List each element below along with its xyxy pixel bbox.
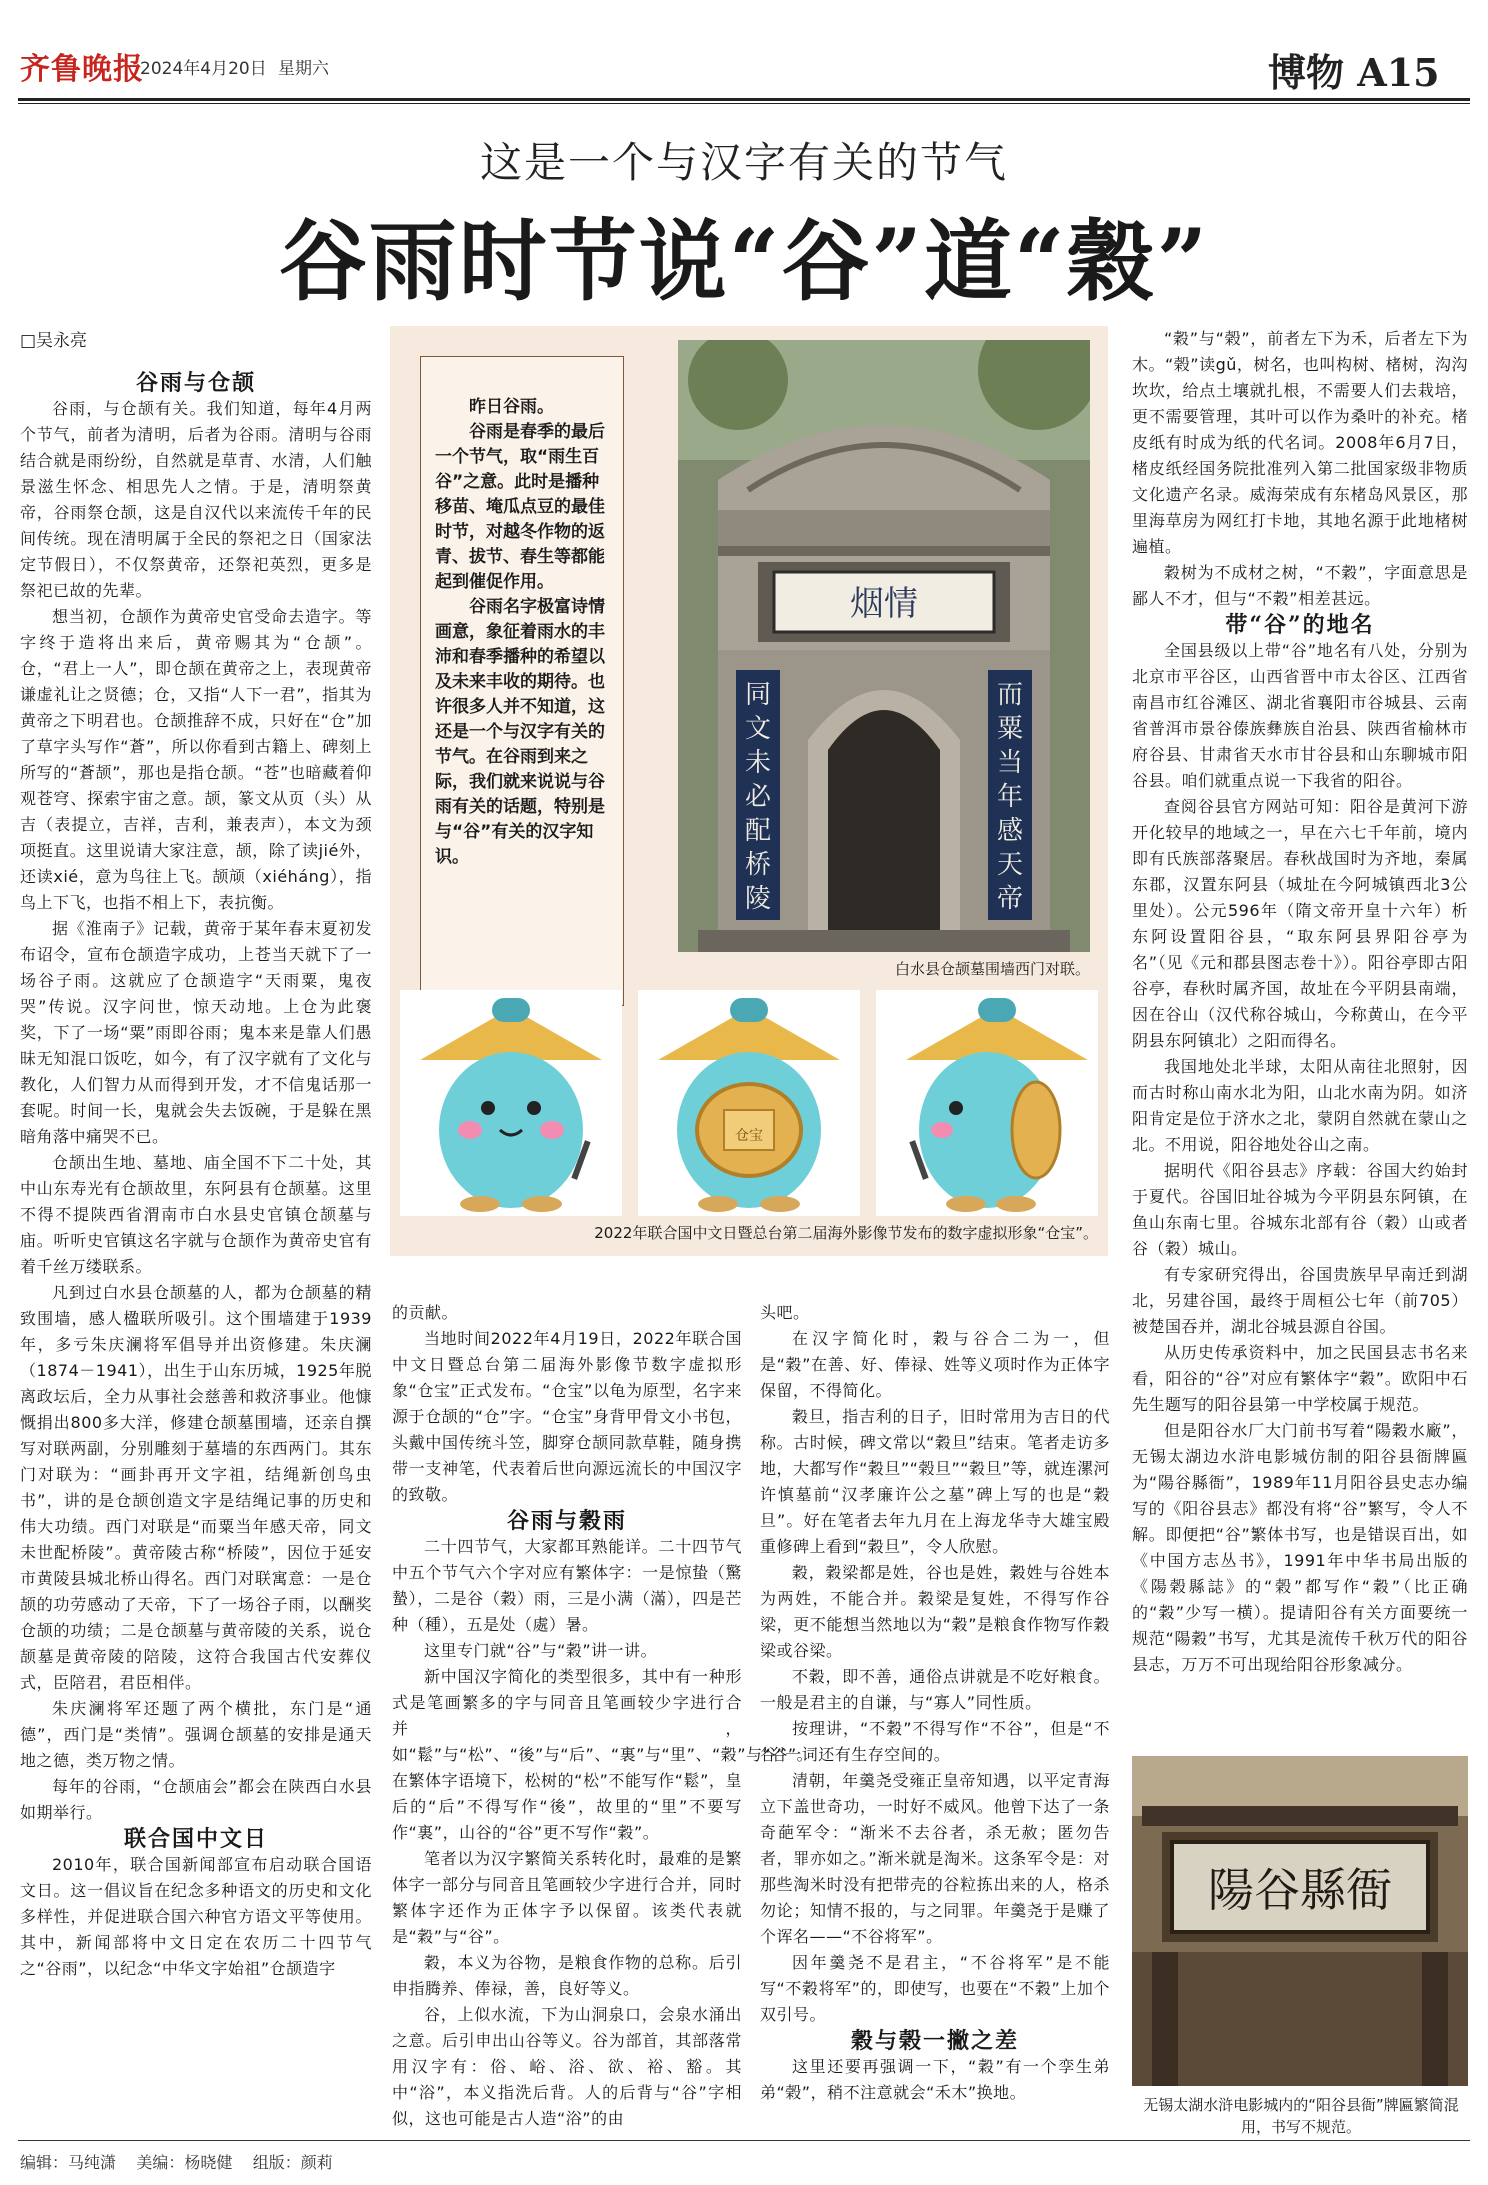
- mascot-front-icon: [400, 990, 622, 1216]
- archway-photo: [1132, 1756, 1468, 2086]
- mascot-side-panel: [876, 990, 1098, 1216]
- layout-credit: 组版：颜莉: [252, 2153, 333, 2172]
- paragraph: 有专家研究得出，谷国贵族早早南迁到湖北，另建谷国，最终于周桓公七年（前705）被楚国吞并，湖北谷城县源自谷国。: [1132, 1265, 1468, 1336]
- mascot-row: [400, 990, 1098, 1230]
- paragraph: 清朝，年羹尧受雍正皇帝知遇，以平定青海立下盖世奇功，一时好不威风。他曾下达了一条奇葩军令：“渐米不去谷者，杀无赦；匿勿告者，罪亦如之。”渐米就是淘米。这条军令是：对那些淘米时没有把带壳的谷粒拣出来的人，格杀勿论；知情不报的，与之同罪。年羹尧于是赚了个诨名——“不谷将军”。: [760, 1771, 1110, 1946]
- section-title: 带“谷”的地名: [1225, 612, 1375, 638]
- mascot-back-icon: [638, 990, 860, 1216]
- footer-credits: [20, 2150, 333, 2173]
- mascot-badge-text: 仓宝: [735, 1128, 763, 1144]
- publication-date: 2024年4月20日: [140, 59, 267, 79]
- paragraph: 全国县级以上带“谷”地名有八处，分别为北京市平谷区，山西省晋中市太谷区、江西省南昌市红谷滩区、湖北省襄阳市谷城县、云南省普洱市景谷傣族彝族自治县、陕西省榆林市府谷县、甘肃省天水市甘谷县和山东聊城市阳谷县。咱们就重点说一下我省的阳谷。: [1132, 641, 1468, 790]
- section-label: 博物 A15: [1268, 50, 1440, 95]
- intro-box: [420, 356, 624, 1006]
- section-title: 穀与榖一撇之差: [850, 2028, 1019, 2054]
- section-title: 谷雨与穀雨: [506, 1508, 627, 1534]
- paragraph: “穀”与“榖”，前者左下为禾，后者左下为木。“榖”读gǔ，树名，也叫构树、楮树，沟沟坎坎，给点土壤就扎根，不需要人们去栽培，更不需要管理，其叶可以作为桑叶的补充。楮皮纸有时成为纸的代名词。2008年6月7日，楮皮纸经国务院批准列入第二批国家级非物质文化遗产名录。威海荣成有东楮岛风景区，那里海草房为网红打卡地，其地名源于此地楮树遍植。: [1132, 329, 1468, 556]
- paragraph: 因年羹尧不是君主，“不谷将军”是不能写“不穀将军”的，即使写，也要在“不穀”上加个双引号。: [760, 1953, 1110, 2024]
- couplet-right: 而粟当年感天帝: [996, 680, 1023, 914]
- paragraph: 这里还要再强调一下，“穀”有一个孪生弟弟“榖”，稍不注意就会“禾木”换地。: [760, 2057, 1110, 2102]
- subheadline: 这是一个与汉字有关的节气: [479, 138, 1008, 187]
- paragraph: 查阅谷县官方网站可知：阳谷是黄河下游开化较早的地域之一，早在六七千年前，境内即有氏族部落聚居。春秋战国时为齐地，秦属东郡，汉置东阿县（城址在今阿城镇西北3公里处）。公元596年（隋文帝开皇十六年）析东阿设置阳谷县，“取东阿县界阳谷亭为名”（见《元和郡县图志卷十》）。阳谷亭即古阳谷亭，春秋时属齐国，故址在今平阴县南端，因在谷山（汉代称谷城山，今称黄山，在今平阴县东阿镇北）之阳而得名。: [1132, 797, 1468, 1050]
- paragraph: 朱庆澜将军还题了两个横批，东门是“通德”，西门是“类情”。强调仓颉墓的安排是通天地之德，类万物之情。: [20, 1699, 372, 1770]
- paragraph: 2010年，联合国新闻部宣布启动联合国语文日。这一倡议旨在纪念多种语文的历史和文化多样性，并促进联合国六种官方语文平等使用。其中，新闻部将中文日定在农历二十四节气之“谷雨”，以纪念“中华文字始祖”仓颉造字: [20, 1855, 372, 1978]
- article-column-3: [760, 1300, 1110, 2130]
- paragraph: 当地时间2022年4月19日，2022年联合国中文日暨总台第二届海外影像节数字虚拟形象“仓宝”正式发布。“仓宝”以龟为原型，名字来源于仓颉的“仓”字。“仓宝”身背甲骨文小书包，头戴中国传统斗笠，脚穿仓颉同款草鞋，随身携带一支神笔，代表着后世向源远流长的中国汉字的致敬。: [392, 1329, 742, 1504]
- paragraph: 穀旦，指吉利的日子，旧时常用为吉日的代称。古时候，碑文常以“穀旦”结束。笔者走访多地，大都写作“穀旦”“榖旦”“穀旦”等，就连漯河许慎墓前“汉孝廉许公之墓”碑上写的也是“穀旦”。好在笔者去年九月在上海龙华寺大雄宝殿重修碑上看到“穀旦”，令人欣慰。: [760, 1407, 1110, 1556]
- archway-illustration: [1132, 1756, 1468, 2086]
- mascot-front-panel: [400, 990, 622, 1216]
- paragraph: 不穀，即不善，通俗点讲就是不吃好粮食。一般是君主的自谦，与“寡人”同性质。: [760, 1667, 1110, 1712]
- masthead-rule: [18, 98, 1470, 101]
- paragraph: 我国地处北半球，太阳从南往北照射，因而古时称山南水北为阳，山北水南为阴。如济阳肯定是位于济水之北，蒙阴自然就在蒙山之北。不用说，阳谷地处谷山之南。: [1132, 1057, 1468, 1154]
- paragraph: 的贡献。: [392, 1303, 459, 1322]
- paragraph: 据《淮南子》记载，黄帝于某年春末夏初发布诏令，宣布仓颉造字成功，上苍当天就下了一场谷子雨。这就应了仓颉造字“天雨粟，鬼夜哭”传说。汉字问世，惊天动地。上仓为此褒奖，下了一场“粟”雨即谷雨；鬼本来是靠人们愚昧无知混口饭吃，如今，有了汉字就有了文化与教化，人们智力从而得到开发，才不信鬼话那一套呢。时间一长，鬼就会失去饭碗，于是躲在黑暗角落中痛哭不已。: [20, 919, 372, 1146]
- intro-paragraph: 谷雨是春季的最后一个节气，取“雨生百谷”之意。此时是播种移苗、埯瓜点豆的最佳时节，对越冬作物的返青、拔节、春生等都能起到催促作用。: [435, 422, 605, 592]
- intro-paragraph: 谷雨名字极富诗情画意，象征着雨水的丰沛和春季播种的希望以及未来丰收的期待。也许很多人并不知道，这还是一个与汉字有关的节气。在谷雨到来之际，我们就来说说与谷雨有关的话题，特别是与“谷”有关的汉字知识。: [435, 597, 605, 867]
- paragraph: 每年的谷雨，“仓颉庙会”都会在陕西白水县如期举行。: [20, 1777, 372, 1822]
- designer-credit: 美编：杨晓健: [136, 2153, 233, 2172]
- paragraph: 按理讲，“不穀”不得写作“不谷”，但是“不谷”一词还有生存空间的。: [760, 1719, 1110, 1764]
- intro-paragraph: 昨日谷雨。: [469, 397, 554, 417]
- weekday: 星期六: [278, 59, 329, 79]
- photo-caption: 白水县仓颉墓围墙西门对联。: [894, 960, 1090, 978]
- paragraph: 穀，穀梁都是姓，谷也是姓，穀姓与谷姓本为两姓，不能合并。穀梁是复姓，不得写作谷梁，更不能想当然地以为“穀”是粮食作物写作穀梁或谷梁。: [760, 1563, 1110, 1660]
- masthead-rule-thin: [18, 103, 1470, 104]
- paragraph: 穀，本义为谷物，是粮食作物的总称。后引申指腾养、俸禄，善，良好等义。: [392, 1953, 742, 1998]
- paragraph: 谷雨，与仓颉有关。我们知道，每年4月两个节气，前者为清明，后者为谷雨。清明与谷雨结合就是雨纷纷，自然就是草青、水清，人们触景滋生怀念、相思先人之情。于是，清明祭黄帝，谷雨祭仓颉，这是自汉代以来流传千年的民间传统。现在清明属于全民的祭祀之日（国家法定节假日），不仅祭黄帝，还祭祀英烈，更多是祭祀已故的先辈。: [20, 399, 372, 600]
- section-title: 谷雨与仓颉: [135, 370, 256, 396]
- paragraph: 在汉字简化时，穀与谷合二为一，但是“穀”在善、好、俸禄、姓等义项时作为正体字保留，不得简化。: [760, 1329, 1110, 1400]
- gate-plaque-text: 烟情: [850, 584, 918, 624]
- paragraph: 从历史传承资料中，加之民国县志书名来看，阳谷的“谷”对应有繁体字“穀”。欧阳中石先生题写的阳谷县第一中学校属于规范。: [1132, 1343, 1468, 1414]
- tomb-gate-photo: [678, 340, 1090, 952]
- paragraph: 这里专门就“谷”与“穀”讲一讲。: [424, 1641, 658, 1660]
- headline: 谷雨时节说“谷”道“穀”: [278, 209, 1210, 313]
- mascot-caption: 2022年联合国中文日暨总台第二届海外影像节发布的数字虚拟形象“仓宝”。: [594, 1224, 1098, 1242]
- article-column-1: [20, 370, 372, 2130]
- paragraph: 凡到过白水县仓颉墓的人，都为仓颉墓的精致围墙，感人楹联所吸引。这个围墙建于1939年，多亏朱庆澜将军倡导并出资修建。朱庆澜（1874－1941），出生于山东历城，1925年脱离政坛后，全力从事社会慈善和救济事业。他慷慨捐出800多大洋，修建仓颉墓围墙，还亲自撰写对联两副，分别雕刻于墓墙的东西两门。其东门对联为：“画卦再开文字祖，结绳新创鸟虫书”，讲的是仓颉创造文字是结绳记事的历史和伟大功绩。西门对联是“而粟当年感天帝，同文未世配桥陵”。黄帝陵古称“桥陵”，因位于延安市黄陵县城北桥山得名。西门对联寓意：一是仓颉的功劳感动了天帝，下了一场谷子雨，以酬奖仓颉的功绩；二是仓颉墓与黄帝陵的关系，说仓颉墓是黄帝陵的陪陵，这符合我国古代安葬仪式，臣陪君，君臣相伴。: [20, 1283, 372, 1692]
- paragraph: 谷，上似水流，下为山洞泉口，会泉水涌出之意。后引申出山谷等义。谷为部首，其部落常用汉字有：俗、峪、浴、欲、裕、豁。其中“浴”，本义指洗后背。人的后背与“谷”字相似，这也可能是古人造“浴”的由: [392, 2005, 742, 2128]
- couplet-left: 同文未必配桥陵: [744, 680, 771, 914]
- paragraph: 想当初，仓颉作为黄帝史官受命去造字。等字终于造将出来后，黄帝赐其为“仓颉”。仓，“君上一人”，即仓颉在黄帝之上，表现黄帝谦虚礼让之贤德；仓，又指“人下一君”，指其为黄帝之下明君也。仓颉推辞不成，只好在“仓”加了草字头写作“蒼”，所以你看到古籍上、碑刻上所写的“蒼颉”，那也是指仓颉。“苍”也暗藏着仰观苍穹、探索宇宙之意。颉，篆文从页（头）从吉（表提立，吉祥，吉利，兼表声），本文为颈项挺直。这里说请大家注意，颉，除了读jié外，还读xié，意为鸟往上飞。颉颃（xiéháng），指鸟上下飞，也指不相上下，表抗衡。: [20, 607, 372, 912]
- byline: □吴永亮: [20, 331, 88, 351]
- paper-name: 齐鲁晚报: [20, 52, 144, 87]
- archway-plaque-text: 陽谷縣衙: [1208, 1863, 1392, 1917]
- paragraph: 穀树为不成材之树，“不穀”，字面意思是鄙人不才，但与“不穀”相差甚远。: [1132, 563, 1468, 608]
- paragraph: 仓颉出生地、墓地、庙全国不下二十处，其中山东寿光有仓颉故里，东阿县有仓颉墓。这里不得不提陕西省渭南市白水县史官镇仓颉墓与庙。听听史官镇这名字就与仓颉作为黄帝史官有着千丝万缕联系。: [20, 1153, 372, 1276]
- paragraph: 但是阳谷水厂大门前书写着“陽穀水廠”，无锡太湖边水浒电影城仿制的阳谷县衙牌匾为“陽谷縣衙”，1989年11月阳谷县史志办编写的《阳谷县志》都没有将“谷”繁写，令人不解。即便把“谷”繁体书写，也是错误百出，如《中国方志丛书》，1991年中华书局出版的《陽榖縣誌》的“榖”都写作“穀”（比正确的“穀”少写一横）。提请阳谷有关方面要统一规范“陽穀”书写，尤其是流传千秋万代的阳谷县志，万万不可出现给阳谷形象减分。: [1132, 1421, 1468, 1674]
- section-title: 联合国中文日: [123, 1826, 268, 1852]
- editor-credit: 编辑：马纯潇: [20, 2153, 117, 2172]
- archway-caption: 无锡太湖水浒电影城内的“阳谷县衙”牌匾繁简混用，书写不规范。: [1143, 2096, 1459, 2136]
- mascot-side-icon: [876, 990, 1098, 1216]
- paragraph: 头吧。: [760, 1303, 810, 1322]
- mascot-back-panel: [638, 990, 860, 1216]
- article-column-4: [1132, 326, 1468, 1756]
- paragraph: 新中国汉字简化的类型很多，其中有一种形式是笔画繁多的字与同音且笔画较少字进行合并，如“鬆”与“松”、“後”与“后”、“裏”与“里”、“穀”与“谷”。在繁体字语境下，松树的“松”不能写作“鬆”，皇后的“后”不得写作“後”，故里的“里”不要写作“裏”，山谷的“谷”更不写作“穀”。: [392, 1667, 814, 1842]
- paragraph: 据明代《阳谷县志》序载：谷国大约始封于夏代。谷国旧址谷城为今平阴县东阿镇，在鱼山东南七里。谷城东北部有谷（穀）山或者谷（穀）城山。: [1132, 1161, 1468, 1258]
- footer-rule: [18, 2140, 1470, 2141]
- paragraph: 二十四节气，大家都耳熟能详。二十四节气中五个节气六个字对应有繁体字：一是惊蛰（驚蟄），二是谷（穀）雨，三是小满（滿），四是芒种（種），五是处（處）暑。: [392, 1537, 742, 1634]
- paragraph: 笔者以为汉字繁简关系转化时，最难的是繁体字一部分与同音且笔画较少字进行合并，同时繁体字还作为正体字予以保留。该类代表就是“穀”与“谷”。: [392, 1849, 742, 1946]
